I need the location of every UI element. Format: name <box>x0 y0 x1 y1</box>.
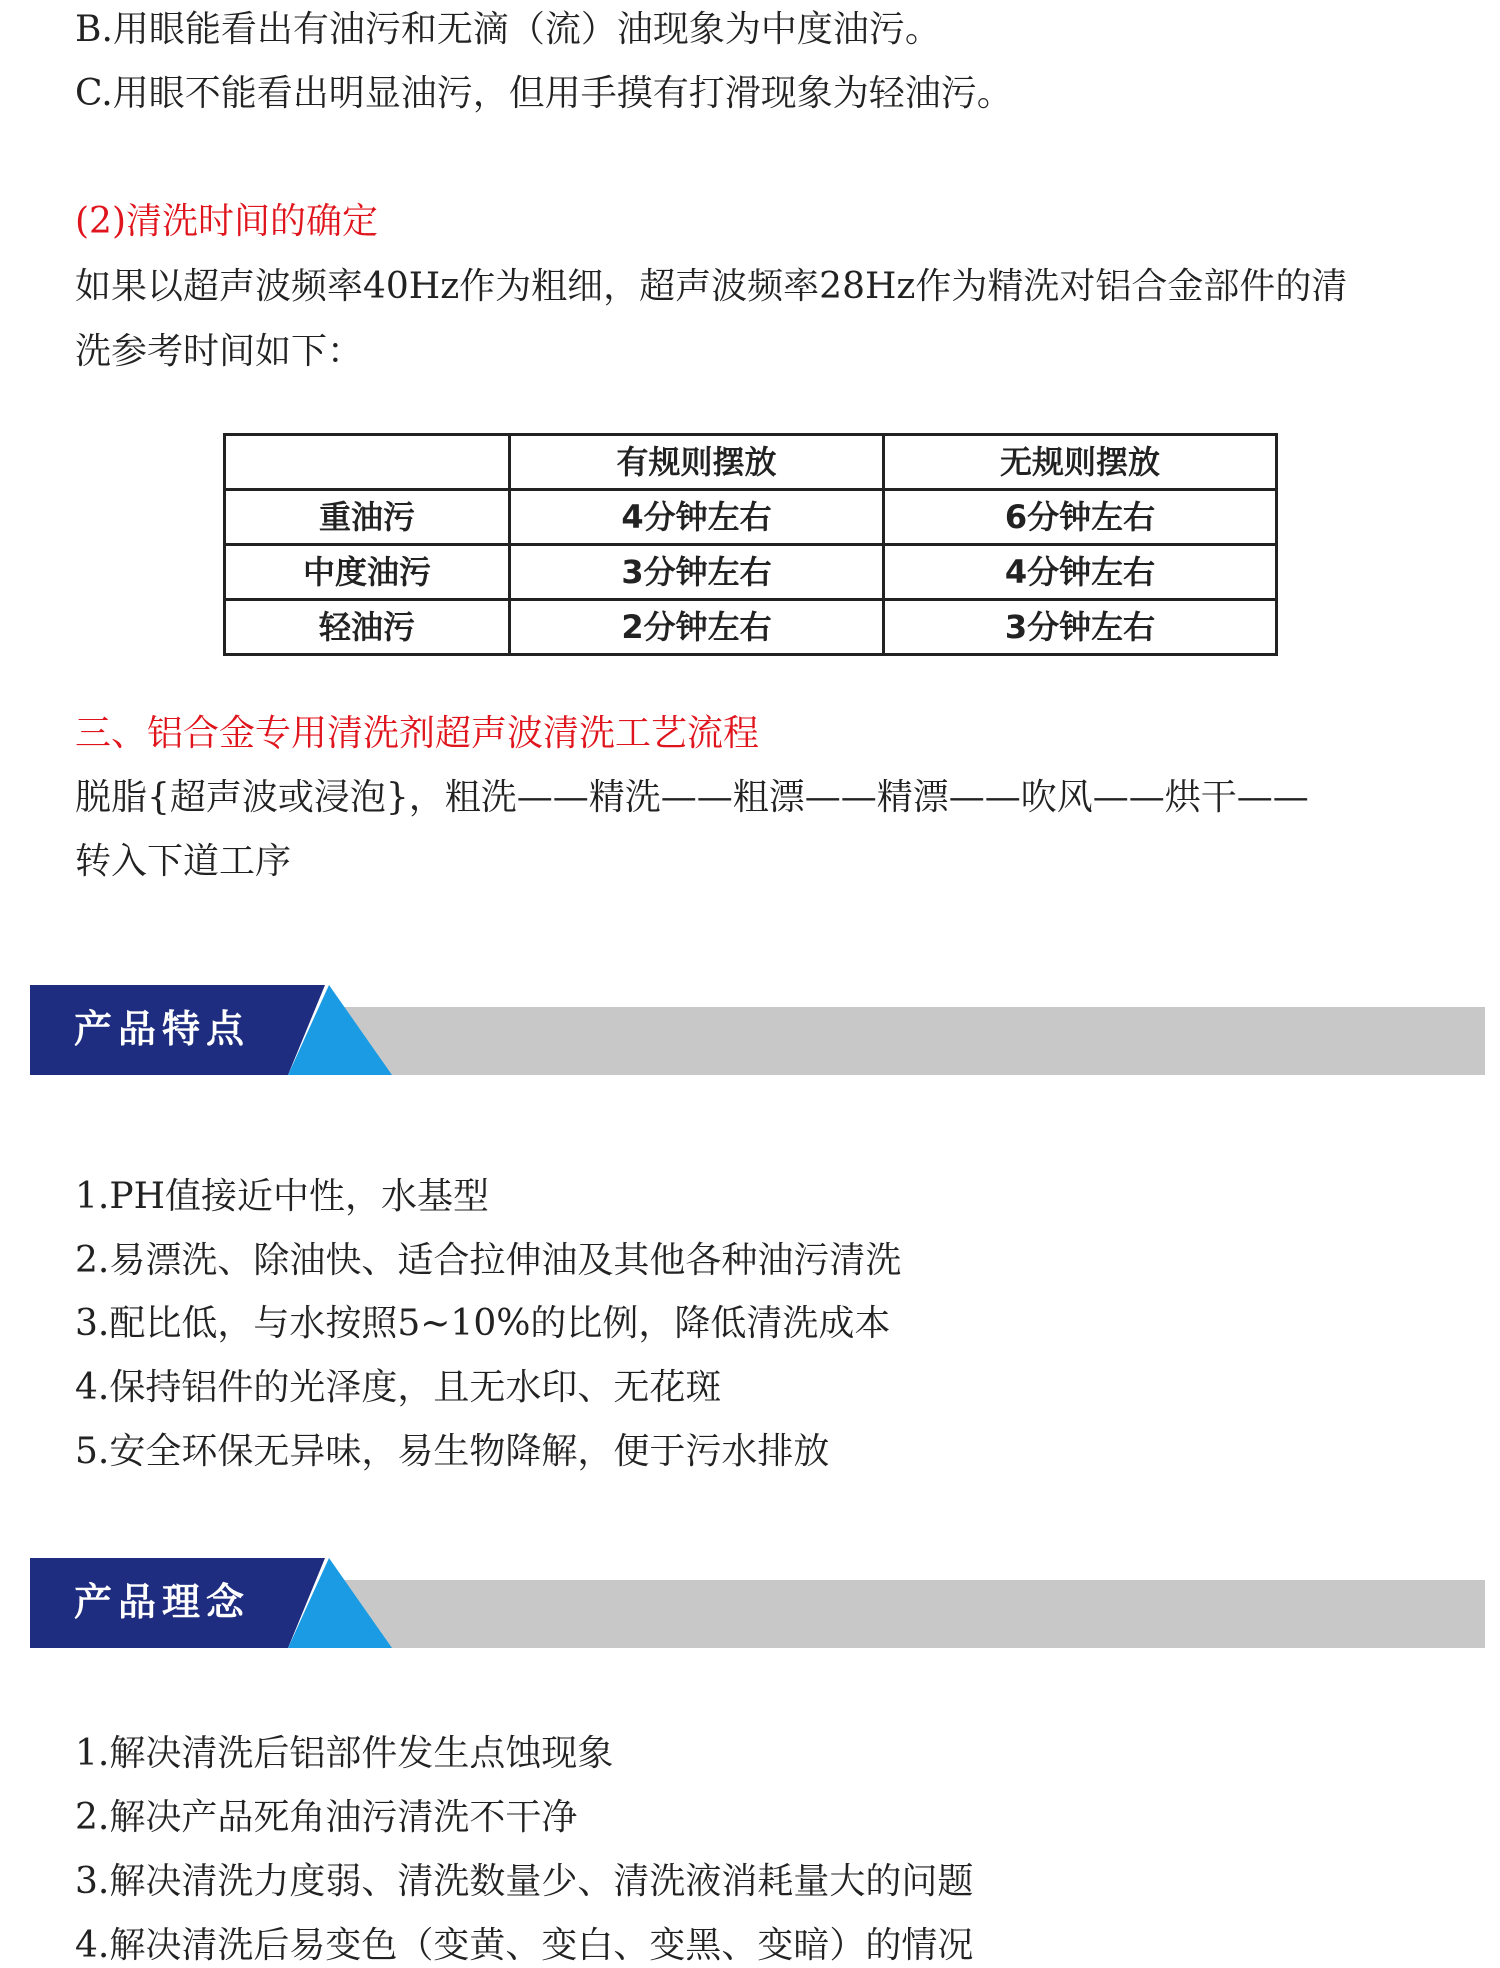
table-cell: 6分钟左右 <box>884 490 1277 545</box>
table-header-cell <box>225 435 510 490</box>
philosophy-item-2: 2.解决产品死角油污清洗不干净 <box>75 1797 578 1838</box>
table-row <box>225 490 1277 545</box>
section3-heading: 三、铝合金专用清洗剂超声波清洗工艺流程 <box>75 713 760 754</box>
table-cell: 中度油污 <box>225 545 510 600</box>
banner-gray-bar <box>330 1007 1485 1075</box>
table-row <box>225 600 1277 655</box>
section3-line-1: 脱脂{超声波或浸泡}，粗洗——精洗——粗漂——精漂——吹风——烘干—— <box>75 777 1309 818</box>
intro-line-c: C.用眼不能看出明显油污，但用手摸有打滑现象为轻油污。 <box>75 73 1013 114</box>
table-header-cell: 有规则摆放 <box>510 435 884 490</box>
table-cell: 4分钟左右 <box>510 490 884 545</box>
philosophy-item-1: 1.解决清洗后铝部件发生点蚀现象 <box>75 1733 614 1774</box>
philosophy-item-3: 3.解决清洗力度弱、清洗数量少、清洗液消耗量大的问题 <box>75 1861 974 1902</box>
section2-line-2: 洗参考时间如下： <box>75 331 364 372</box>
cleaning-time-table <box>223 433 1278 656</box>
features-title: 产品特点 <box>74 1007 251 1051</box>
table-row <box>225 545 1277 600</box>
table-cell: 3分钟左右 <box>510 545 884 600</box>
features-banner <box>30 985 1485 1075</box>
philosophy-item-4: 4.解决清洗后易变色（变黄、变白、变黑、变暗）的情况 <box>75 1925 974 1966</box>
feature-item-2: 2.易漂洗、除油快、适合拉伸油及其他各种油污清洗 <box>75 1240 902 1281</box>
feature-item-4: 4.保持铝件的光泽度，且无水印、无花斑 <box>75 1367 722 1408</box>
feature-item-3: 3.配比低，与水按照5~10%的比例，降低清洗成本 <box>75 1303 891 1344</box>
table-cell: 2分钟左右 <box>510 600 884 655</box>
table-cell: 4分钟左右 <box>884 545 1277 600</box>
table-header-cell: 无规则摆放 <box>884 435 1277 490</box>
table-cell: 重油污 <box>225 490 510 545</box>
philosophy-title: 产品理念 <box>74 1580 251 1624</box>
intro-line-b: B.用眼能看出有油污和无滴（流）油现象为中度油污。 <box>75 9 941 50</box>
table-cell: 轻油污 <box>225 600 510 655</box>
feature-item-5: 5.安全环保无异味，易生物降解，便于污水排放 <box>75 1431 830 1472</box>
banner-gray-bar <box>330 1580 1485 1648</box>
table-header-row <box>225 435 1277 490</box>
philosophy-banner <box>30 1558 1485 1648</box>
table-cell: 3分钟左右 <box>884 600 1277 655</box>
section2-heading: (2)清洗时间的确定 <box>75 201 378 242</box>
section3-line-2: 转入下道工序 <box>75 841 292 882</box>
section2-line-1: 如果以超声波频率40Hz作为粗细，超声波频率28Hz作为精洗对铝合金部件的清 <box>75 266 1348 307</box>
feature-item-1: 1.PH值接近中性，水基型 <box>75 1176 489 1217</box>
